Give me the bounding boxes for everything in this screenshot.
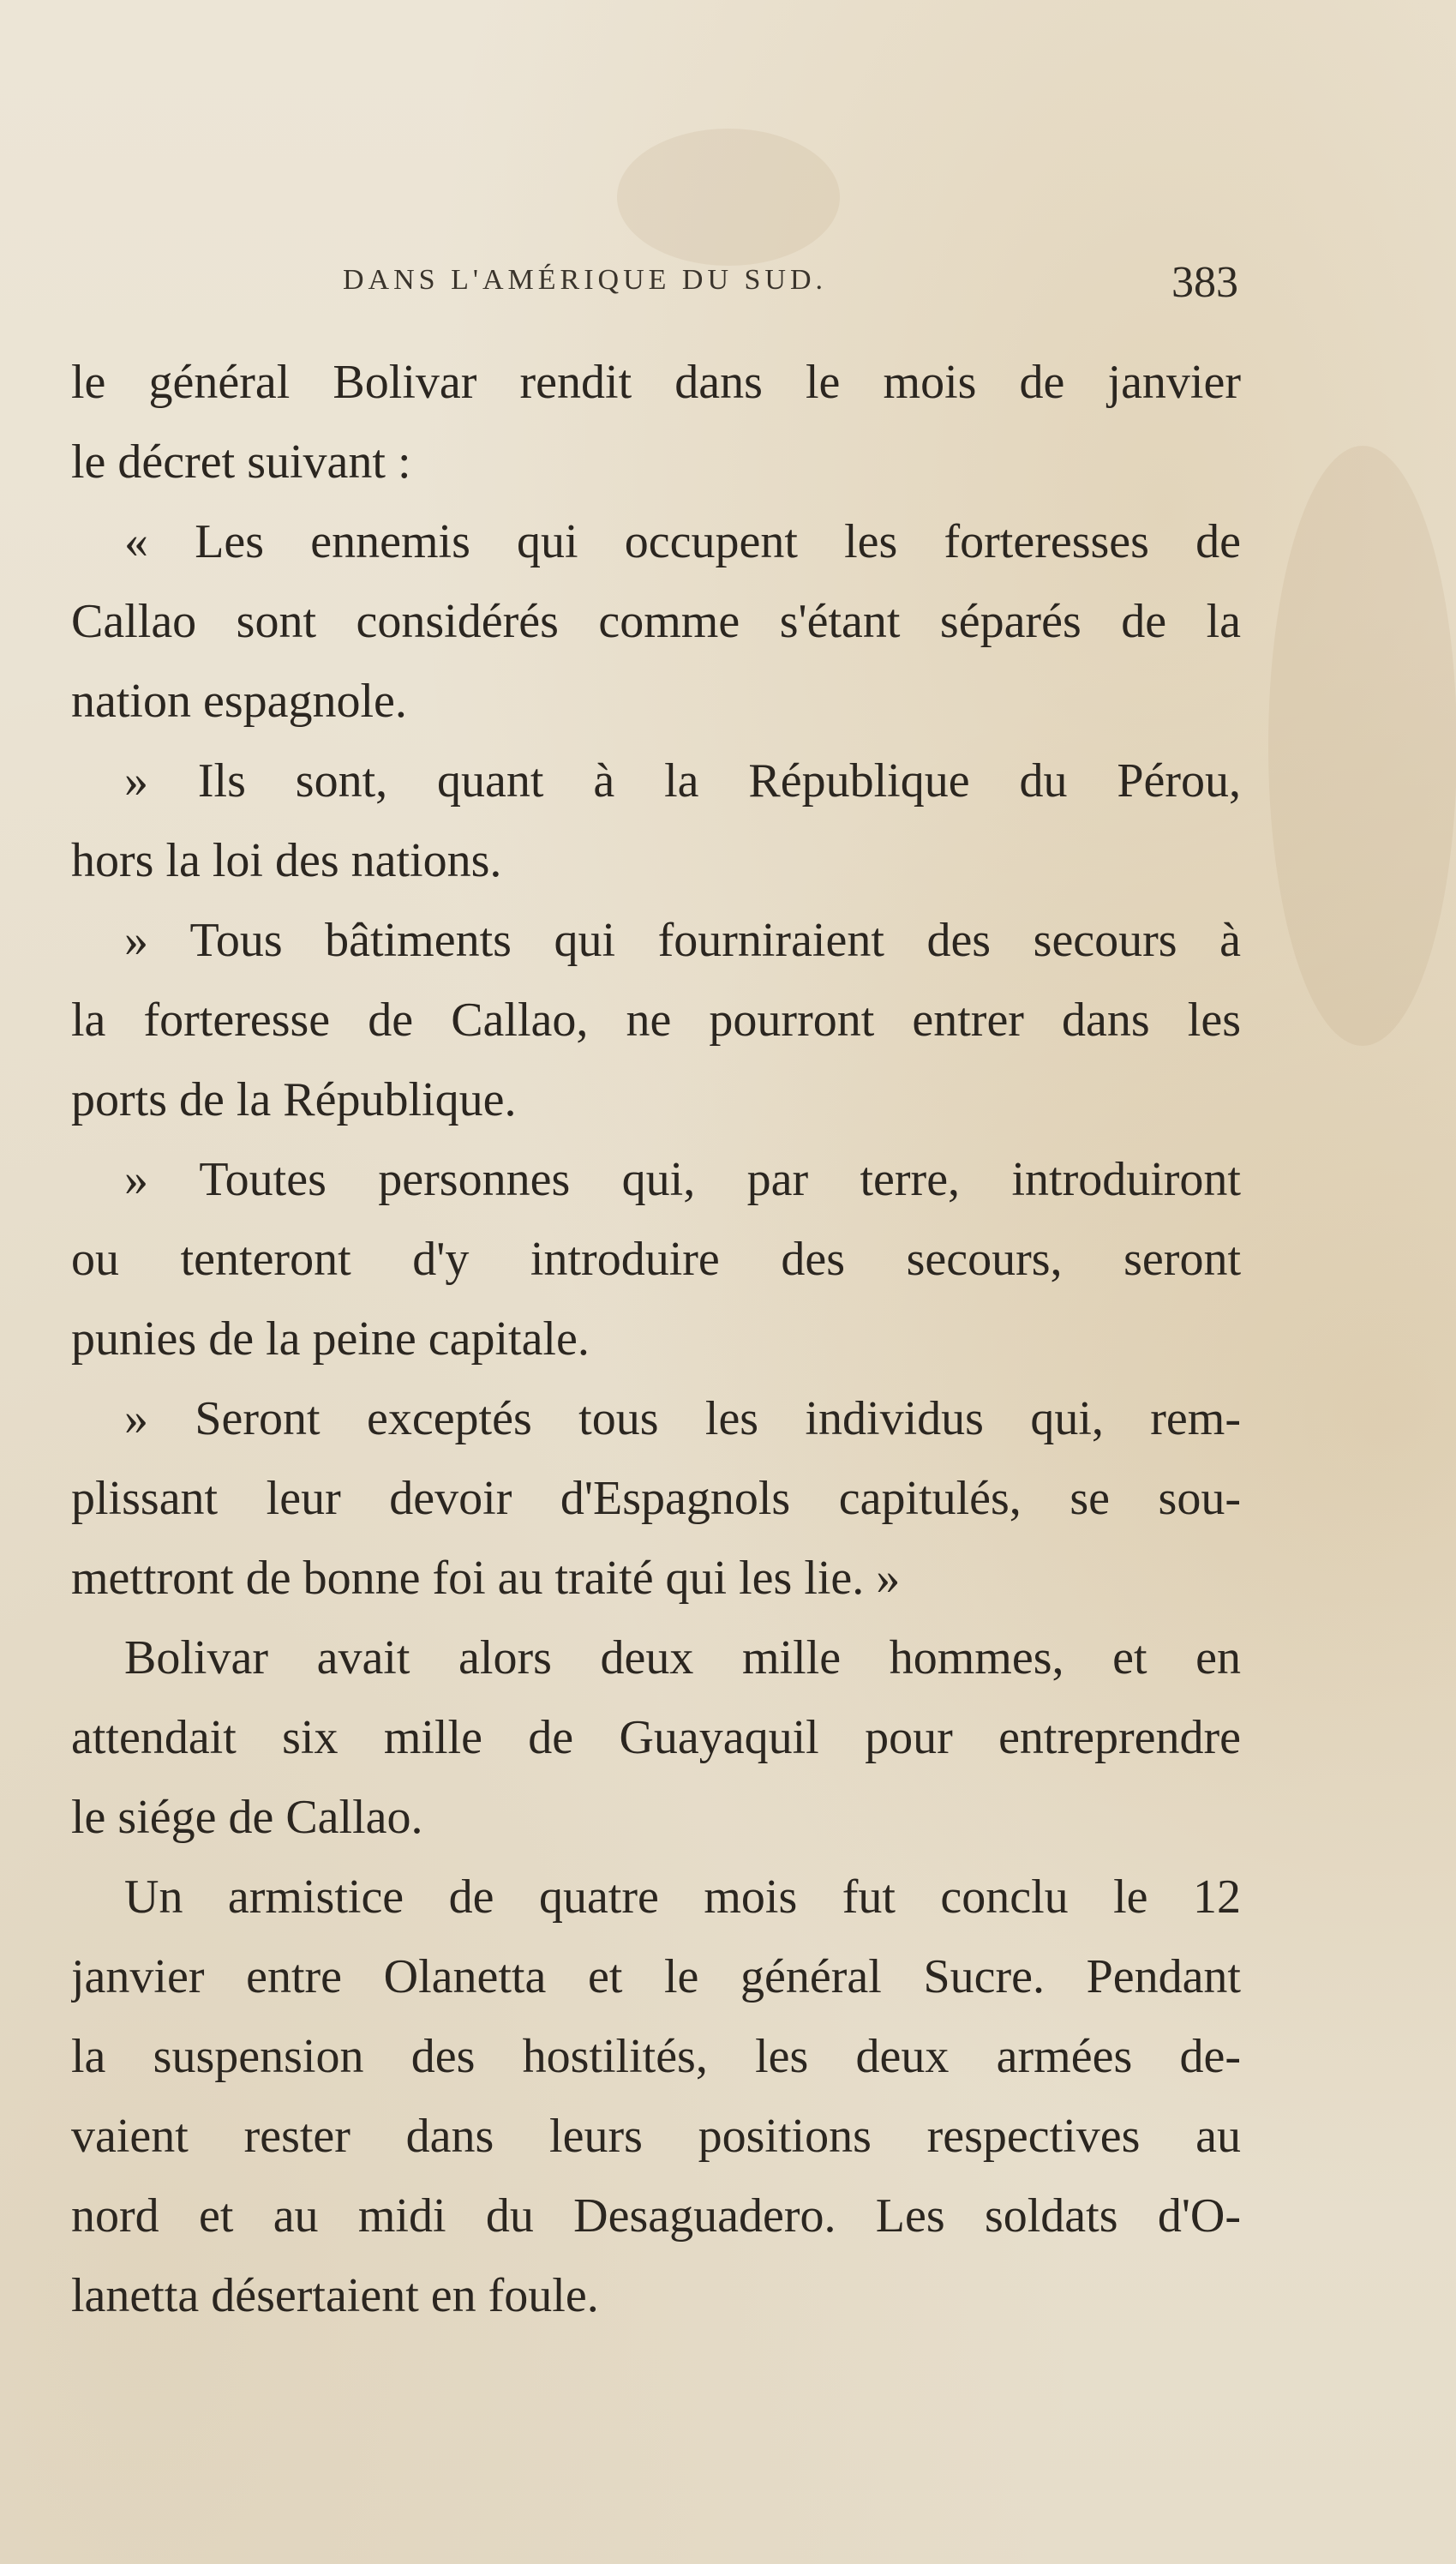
- paper-stain: [617, 129, 840, 266]
- text-line: Un armistice de quatre mois fut conclu le 12: [124, 1870, 1241, 1924]
- text-line: vaient rester dans leurs positions respectives au: [71, 2110, 1241, 2163]
- text-line: le siége de Callao.: [71, 1791, 423, 1844]
- page-number: 383: [1171, 258, 1238, 307]
- text-line: mettront de bonne foi au traité qui les lie. »: [71, 1552, 901, 1605]
- text-line: ports de la République.: [71, 1073, 517, 1126]
- text-line: attendait six mille de Guayaquil pour entreprendre: [71, 1711, 1241, 1764]
- body-text: [71, 343, 1241, 2336]
- text-line: Callao sont considérés comme s'étant séparés de la: [71, 595, 1241, 648]
- text-line: lanetta désertaient en foule.: [71, 2269, 599, 2322]
- text-line: nord et au midi du Desaguadero. Les soldats d'O-: [71, 2189, 1241, 2243]
- text-line: » Toutes personnes qui, par terre, introduiront: [124, 1153, 1241, 1206]
- page-header: [343, 257, 1238, 317]
- text-line: » Tous bâtiments qui fourniraient des secours à: [124, 914, 1241, 967]
- running-title: DANS L'AMÉRIQUE DU SUD.: [343, 264, 828, 296]
- text-line: hors la loi des nations.: [71, 834, 502, 887]
- text-line: plissant leur devoir d'Espagnols capitulés, se sou-: [71, 1472, 1241, 1525]
- text-line: » Seront exceptés tous les individus qui, rem-: [124, 1392, 1241, 1445]
- text-line: « Les ennemis qui occupent les forteresses de: [124, 515, 1241, 568]
- text-line: la suspension des hostilités, les deux armées de-: [71, 2030, 1241, 2083]
- text-line: punies de la peine capitale.: [71, 1312, 590, 1366]
- text-line: Bolivar avait alors deux mille hommes, et en: [124, 1631, 1241, 1684]
- text-line: » Ils sont, quant à la République du Pérou,: [124, 754, 1241, 808]
- text-line: nation espagnole.: [71, 675, 407, 728]
- text-line: le général Bolivar rendit dans le mois de janvier: [71, 356, 1241, 409]
- text-line: ou tenteront d'y introduire des secours, seront: [71, 1233, 1241, 1286]
- paper-stain: [1268, 446, 1456, 1046]
- text-line: la forteresse de Callao, ne pourront entrer dans les: [71, 994, 1241, 1047]
- text-line: janvier entre Olanetta et le général Sucre. Pendant: [71, 1950, 1241, 2003]
- text-line: le décret suivant :: [71, 435, 411, 489]
